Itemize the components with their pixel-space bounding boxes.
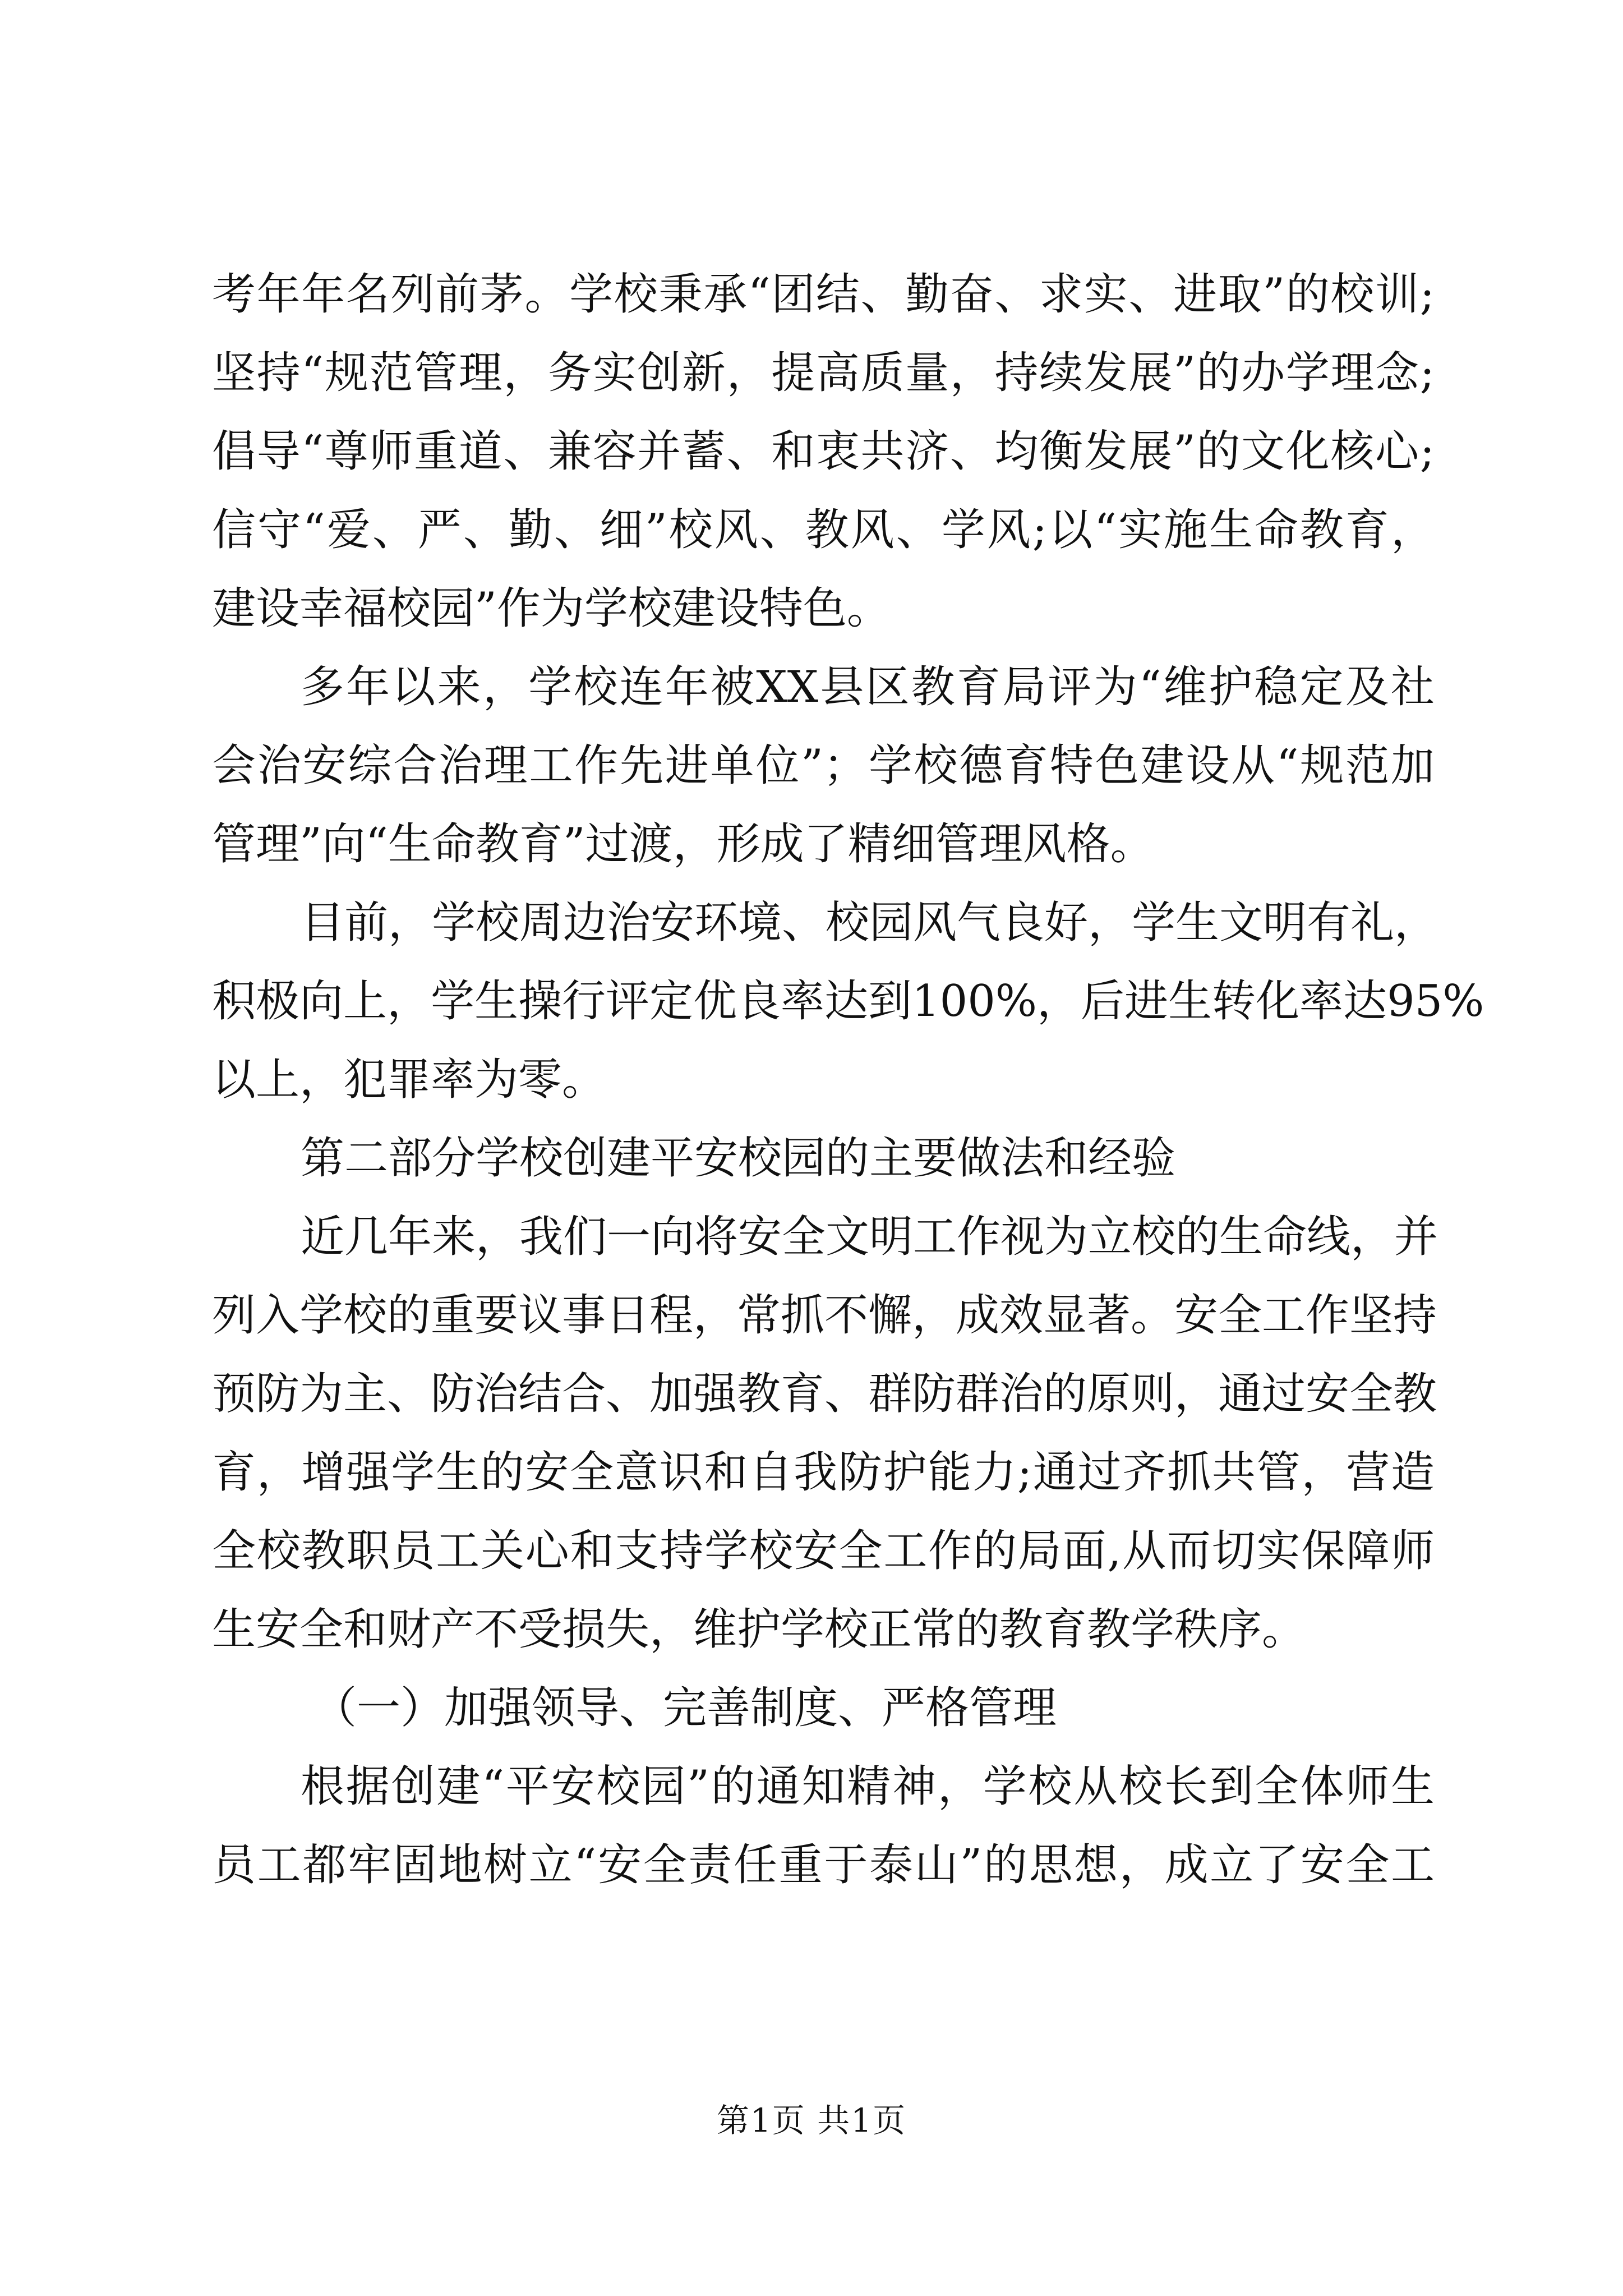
paragraph-status <box>212 884 1484 1119</box>
text-line: 积极向上，学生操行评定优良率达到100%，后进生转化率达95% <box>212 976 1484 1027</box>
text-line: 以上，犯罪率为零。 <box>212 1055 606 1105</box>
text-line: 育，增强学生的安全意识和自我防护能力;通过齐抓共管，营造 <box>212 1447 1435 1498</box>
text-line: 生安全和财产不受损失，维护学校正常的教育教学秩序。 <box>212 1604 1306 1655</box>
text-line: 目前，学校周边治安环境、校园风气良好，学生文明有礼， <box>301 898 1438 948</box>
section-heading: （一）加强领导、完善制度、严格管理 <box>313 1683 1057 1733</box>
text-line: 员工都牢固地树立“安全责任重于泰山”的思想，成立了安全工 <box>212 1840 1435 1890</box>
text-line: 近几年来，我们一向将安全文明工作视为立校的生命线，并 <box>301 1212 1438 1262</box>
document-body <box>212 255 1484 1904</box>
text-line: 全校教职员工关心和支持学校安全工作的局面,从而切实保障师 <box>212 1526 1435 1576</box>
text-line: 预防为主、防治结合、加强教育、群防群治的原则，通过安全教 <box>212 1369 1437 1419</box>
paragraph-leadership <box>212 1747 1435 1904</box>
page-footer <box>0 2098 1623 2143</box>
text-line: 倡导“尊师重道、兼容并蓄、和衷共济、均衡发展”的文化核心; <box>212 426 1435 477</box>
section-heading: 第二部分学校创建平安校园的主要做法和经验 <box>301 1133 1176 1184</box>
text-line: 信守“爱、严、勤、细”校风、教风、学风;以“实施生命教育， <box>212 505 1435 555</box>
text-line: 坚持“规范管理，务实创新，提高质量，持续发展”的办学理念; <box>212 348 1435 398</box>
text-line: 列入学校的重要议事日程，常抓不懈，成效显著。安全工作坚持 <box>212 1290 1437 1341</box>
text-line: 多年以来，学校连年被XX县区教育局评为“维护稳定及社 <box>301 662 1435 712</box>
section-heading-one <box>212 1669 1435 1747</box>
section-heading-part-two <box>212 1119 1435 1198</box>
page-number: 第1页 共1页 <box>716 2101 907 2139</box>
paragraph-honors <box>212 648 1435 884</box>
text-line: 根据创建“平安校园”的通知精神，学校从校长到全体师生 <box>301 1761 1435 1812</box>
text-line: 建设幸福校园”作为学校建设特色。 <box>212 583 891 634</box>
text-line: 考年年名列前茅。学校秉承“团结、勤奋、求实、进取”的校训; <box>212 269 1435 320</box>
text-line: 会治安综合治理工作先进单位”；学校德育特色建设从“规范加 <box>212 740 1435 791</box>
paragraph-safety-work <box>212 1198 1438 1669</box>
paragraph-motto <box>212 255 1435 648</box>
text-line: 管理”向“生命教育”过渡，形成了精细管理风格。 <box>212 819 1154 869</box>
